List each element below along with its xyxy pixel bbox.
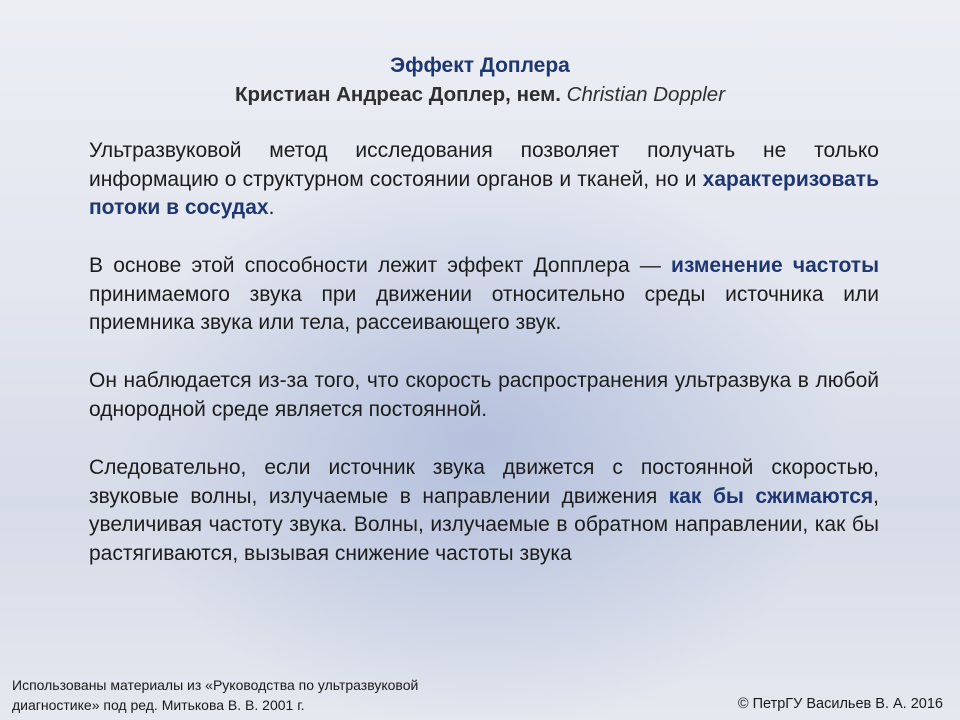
paragraph-1 <box>89 137 879 223</box>
p4-highlight: как бы сжимаются <box>668 484 874 508</box>
paragraph-2 <box>89 252 879 338</box>
p2-text: В основе этой способности лежит эффект Допплера — <box>89 254 672 277</box>
slide-subtitle <box>0 83 960 107</box>
p1-highlight: характеризовать потоки в сосудах <box>89 167 879 220</box>
paragraph-3: Он наблюдается из-за того, что скорость распространения ультразвука в любой однородной среде является постоянной. <box>89 369 879 421</box>
p4-end: , увеличивая частоту звука. Волны, излучаемые в обратном направлении, как бы растягиваются, вызывая снижение частоты звука <box>89 484 880 566</box>
source-line-2: диагностике» под ред. Митькова В. В. 2001 г. <box>12 696 305 713</box>
subtitle-name: Кристиан Андреас Доплер, нем. <box>234 83 561 106</box>
p2-highlight: изменение частоты <box>671 254 879 277</box>
source-note <box>12 676 492 715</box>
source-line-1: Использованы материалы из «Руководства по ультразвуковой <box>12 677 419 693</box>
slide-title: Эффект Доплера <box>390 54 570 77</box>
p2-end: принимаемого звука при движении относительно среды источника или приемника звука или тела, рассеивающего звук. <box>89 282 879 335</box>
copyright: © ПетрГУ Васильев В. А. 2016 <box>737 696 943 712</box>
subtitle-latin: Christian Doppler <box>566 83 726 106</box>
paragraph-4 <box>89 454 879 569</box>
p4-text: Следовательно, если источник звука движется с постоянной скоростью, звуковые волны, излучаемые в направлении движения <box>89 456 879 508</box>
p1-text: Ультразвуковой метод исследования позволяет получать не только информацию о структурном состоянии органов и тканей, но и <box>89 139 879 191</box>
p1-end: . <box>268 196 275 220</box>
